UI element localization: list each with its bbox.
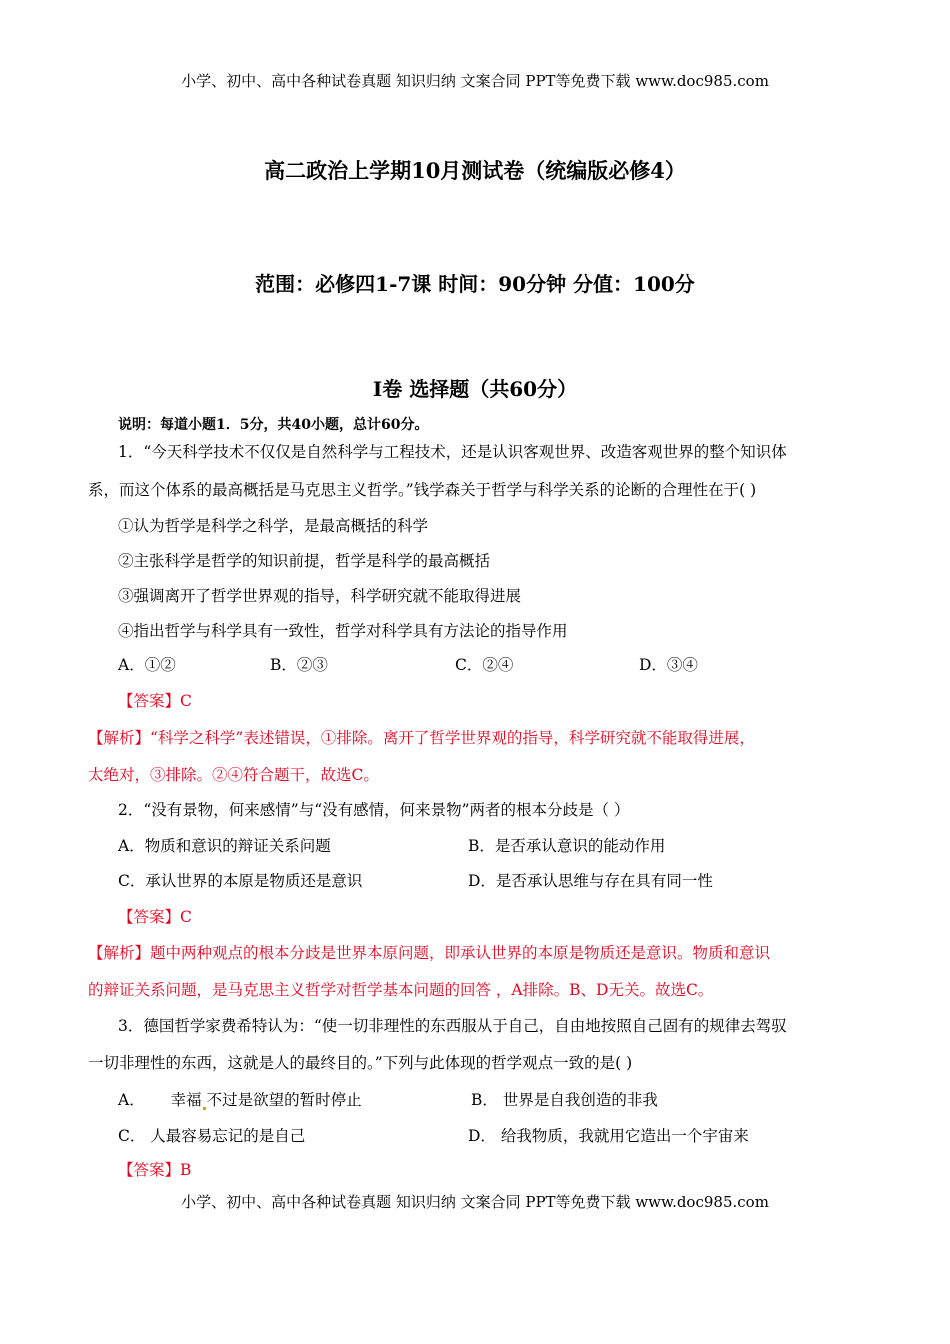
q3-option-a-text-end: 不过是欲望的暂时停止 [206,1091,362,1109]
q2-answer: 【答案】C [118,908,192,926]
q1-option-a: A．①② [118,656,176,674]
q1-stem-line2: 系，而这个体系的最高概括是马克思主义哲学。”钱学森关于哲学与科学关系的论断的合理性在于( ) [88,481,757,499]
q2-stem: 2．“没有景物，何来感情”与“没有感情，何来景物”两者的根本分歧是（ ） [118,801,630,819]
exam-meta: 范围：必修四1-7课 时间：90分钟 分值：100分 [255,272,695,296]
q2-explanation-line2: 的辩证关系问题，是马克思主义哲学对哲学基本问题的回答 ，A排除。B、D无关。故选C。 [88,981,714,999]
q2-option-d: D．是否承认思维与存在具有同一性 [468,872,713,890]
q1-explanation-line1: 【解析】“科学之科学”表述错误，①排除。离开了哲学世界观的指导，科学研究就不能取得进展， [88,729,755,747]
q3-stem-line2: 一切非理性的东西，这就是人的最终目的。”下列与此体现的哲学观点一致的是( ) [88,1054,633,1072]
q1-explanation-line2: 太绝对，③排除。②④符合题干，故选C。 [88,766,379,784]
q2-explanation-line1: 【解析】题中两种观点的根本分歧是世界本原问题，即承认世界的本原是物质还是意识。物质和意识 [88,944,771,962]
q3-option-b: B． 世界是自我创造的非我 [471,1091,658,1109]
section-note: 说明：每道小题1．5分，共40小题，总计60分。 [118,417,429,433]
q3-option-a [118,1088,362,1110]
q2-option-b: B．是否承认意识的能动作用 [468,837,666,855]
q3-answer: 【答案】B [118,1161,192,1179]
section-heading: Ⅰ卷 选择题（共60分） [372,377,578,401]
q1-statement-3: ③强调离开了哲学世界观的指导，科学研究就不能取得进展 [118,587,522,605]
page-title: 高二政治上学期10月测试卷（统编版必修4） [264,158,686,183]
q3-option-a-label: A． [118,1091,145,1109]
page-footer: 小学、初中、高中各种试卷真题 知识归纳 文案合同 PPT等免费下载 www.doc985.com [181,1193,769,1211]
q1-statement-4: ④指出哲学与科学具有一致性，哲学对科学具有方法论的指导作用 [118,622,568,640]
q1-option-c: C．②④ [455,656,514,674]
q1-option-d: D．③④ [639,656,698,674]
q1-statement-2: ②主张科学是哲学的知识前提，哲学是科学的最高概括 [118,552,491,570]
q3-option-a-text-start: 幸福 [170,1091,202,1109]
q1-answer: 【答案】C [118,692,192,710]
q1-statement-1: ①认为哲学是科学之科学，是最高概括的科学 [118,517,429,535]
q1-stem-line1: 1．“今天科学技术不仅仅是自然科学与工程技术，还是认识客观世界、改造客观世界的整个知识体 [118,443,787,461]
q3-stem-line1: 3．德国哲学家费希特认为：“使一切非理性的东西服从于自己，自由地按照自己固有的规律去驾驭 [118,1017,787,1035]
q3-option-d: D． 给我物质，我就用它造出一个宇宙来 [468,1127,749,1145]
q2-option-c: C．承认世界的本原是物质还是意识 [118,872,363,890]
page-header: 小学、初中、高中各种试卷真题 知识归纳 文案合同 PPT等免费下载 www.doc985.com [181,72,769,90]
q3-option-c: C． 人最容易忘记的是自己 [118,1127,306,1145]
q1-option-b: B．②③ [270,656,328,674]
q2-option-a: A．物质和意识的辩证关系问题 [118,837,331,855]
highlight-mark-icon [203,1107,206,1110]
